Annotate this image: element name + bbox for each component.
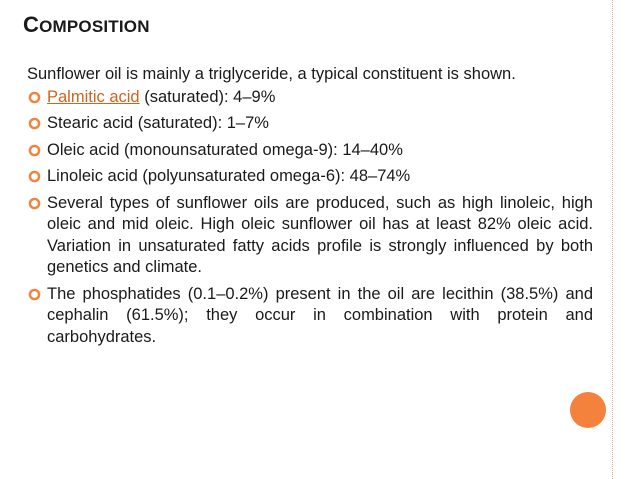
bullet-text: Linoleic acid (polyunsaturated omega-6): 48–74%: [47, 167, 411, 185]
palmitic-acid-link[interactable]: Palmitic acid: [47, 87, 140, 106]
accent-circle: [570, 392, 606, 428]
intro-paragraph: Sunflower oil is mainly a triglyceride, a typical constituent is shown.: [27, 65, 516, 83]
hollow-circle-bullet-icon: [28, 197, 41, 210]
hollow-circle-bullet-icon: [28, 288, 41, 301]
hollow-circle-bullet-icon: [28, 144, 41, 157]
bullet-text: The phosphatides (0.1–0.2%) present in the oil are lecithin (38.5%) and cephalin (61.5%); they occur in combination with protein and carbohydrates.: [47, 284, 593, 346]
bullet-item: [27, 166, 593, 188]
bullet-text: Stearic acid (saturated): 1–7%: [47, 114, 269, 132]
bullet-text: (saturated): 4–9%: [139, 87, 276, 106]
slide-title: [23, 12, 150, 38]
bullet-item: [27, 140, 593, 162]
bullet-item: [27, 113, 593, 135]
title-rest: OMPOSITION: [39, 17, 150, 36]
slide-content: [27, 64, 593, 353]
bullet-item: [27, 87, 593, 109]
title-first-letter: C: [23, 12, 40, 37]
slide-divider-line: [612, 0, 613, 479]
hollow-circle-bullet-icon: [28, 91, 41, 104]
bullet-text: Several types of sunflower oils are produced, such as high linoleic, high oleic and mid oleic. High oleic sunflower oil has at least 82% oleic acid. Variation in unsaturated fatty acids profile is strongly influenced by both genetics and climate.: [47, 193, 593, 276]
bullet-item: [27, 284, 593, 349]
bullet-text: Oleic acid (monounsaturated omega-9): 14–40%: [47, 140, 403, 159]
hollow-circle-bullet-icon: [28, 170, 41, 183]
bullet-item: [27, 193, 593, 279]
hollow-circle-bullet-icon: [28, 117, 41, 130]
